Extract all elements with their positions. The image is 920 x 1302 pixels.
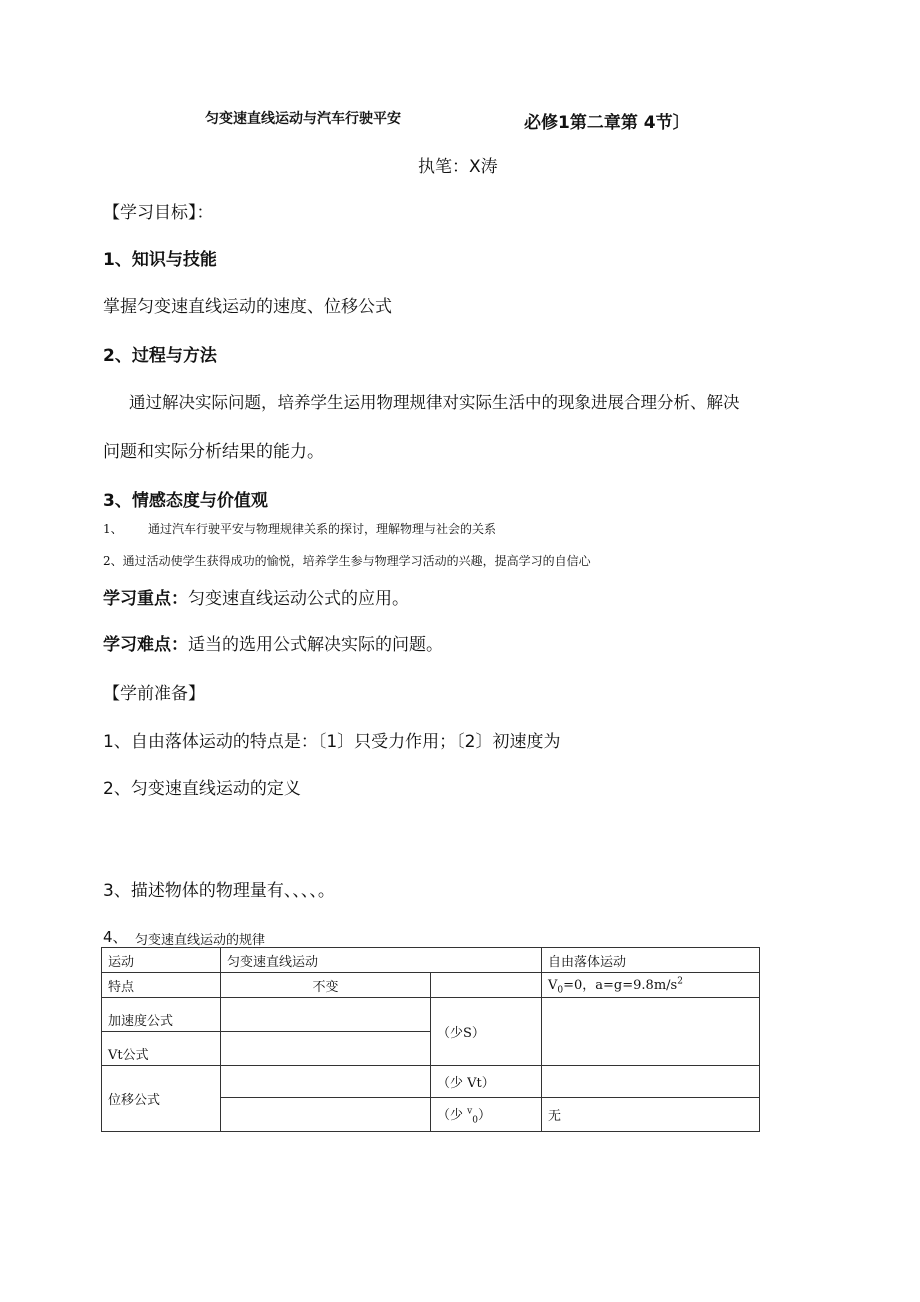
note-missing-s: （少S） [431, 998, 542, 1066]
prep-heading: 【学前准备】 [103, 684, 205, 704]
freefall-condition: =0，a=g=9.8m/s [563, 978, 678, 994]
author-line: 执笔：X涛 [418, 157, 498, 177]
exponent: 2 [677, 976, 683, 987]
table-row [102, 998, 760, 1032]
difficulty-text: 适当的选用公式解决实际的问题。 [188, 635, 443, 655]
note-v0-suffix: ） [477, 1107, 491, 1123]
difficulty-line [103, 630, 443, 655]
goal-2-heading: 2、过程与方法 [103, 346, 217, 366]
header-uniform: 匀变速直线运动 [221, 948, 542, 973]
row-displacement-label: 位移公式 [102, 1066, 221, 1132]
document-title: 匀变速直线运动与汽车行驶平安 [205, 111, 401, 127]
prep-question-3: 3、描述物体的物理量有、、、、。 [103, 881, 335, 901]
table-row [102, 1066, 760, 1098]
note-v0-subscript: 0 [472, 1115, 478, 1126]
prep-question-1: 1、自由落体运动的特点是：〔1〕只受力作用；〔2〕初速度为 [103, 732, 561, 752]
difficulty-label: 学习难点： [103, 635, 188, 655]
note-missing-vt: （少 Vt） [431, 1066, 542, 1098]
velocity-subscript: 0 [557, 985, 564, 996]
note-v0-symbol: v [467, 1106, 473, 1117]
feature-freefall-value [542, 973, 760, 998]
key-point-text: 匀变速直线运动公式的应用。 [188, 589, 409, 609]
motion-rules-table [101, 947, 760, 1132]
row-accel-label: 加速度公式 [102, 998, 221, 1032]
header-motion: 运动 [102, 948, 221, 973]
table-row [102, 948, 760, 973]
note-v0-prefix: （少 [437, 1107, 468, 1123]
note-missing-v0 [431, 1098, 542, 1132]
displacement-freefall-1 [542, 1066, 760, 1098]
table-row [102, 973, 760, 998]
goal-2-line-1: 通过解决实际问题，培养学生运用物理规律对实际生活中的现象进展合理分析、解决 [129, 393, 740, 412]
displacement-formula-2 [221, 1098, 431, 1132]
goal-3-sub2-text: 2、通过活动使学生获得成功的愉悦，培养学生参与物理学习活动的兴趣，提高学习的自信心 [103, 554, 591, 568]
velocity-symbol: V [548, 978, 558, 994]
key-point-label: 学习重点： [103, 589, 188, 609]
goal-1-text: 掌握匀变速直线运动的速度、位移公式 [103, 297, 392, 317]
prep-question-4-number: 4、 [103, 928, 128, 946]
displacement-formula-1 [221, 1066, 431, 1098]
row-feature-label: 特点 [102, 973, 221, 998]
chapter-label: 必修1第二章第 4节〕 [524, 113, 690, 133]
vt-formula-cell [221, 1032, 431, 1066]
goal-3-sub1-text: 通过汽车行驶平安与物理规律关系的探讨，理解物理与社会的关系 [148, 522, 497, 536]
feature-empty-cell [431, 973, 542, 998]
goal-3-heading: 3、情感态度与价值观 [103, 491, 268, 511]
displacement-freefall-none: 无 [542, 1098, 760, 1132]
accel-formula-cell [221, 998, 431, 1032]
goal-3-sub1-number: 1、 [103, 522, 123, 536]
row-vt-label: Vt公式 [102, 1032, 221, 1066]
prep-question-2: 2、匀变速直线运动的定义 [103, 779, 301, 799]
header-freefall: 自由落体运动 [542, 948, 760, 973]
goal-2-line-2: 问题和实际分析结果的能力。 [103, 442, 324, 462]
prep-question-4-text: 匀变速直线运动的规律 [135, 933, 266, 948]
goal-1-heading: 1、知识与技能 [103, 250, 217, 270]
accel-freefall-cell [542, 998, 760, 1066]
feature-uniform-value: 不变 [221, 973, 431, 998]
key-point-line [103, 584, 409, 609]
goals-heading: 【学习目标】： [103, 203, 214, 223]
